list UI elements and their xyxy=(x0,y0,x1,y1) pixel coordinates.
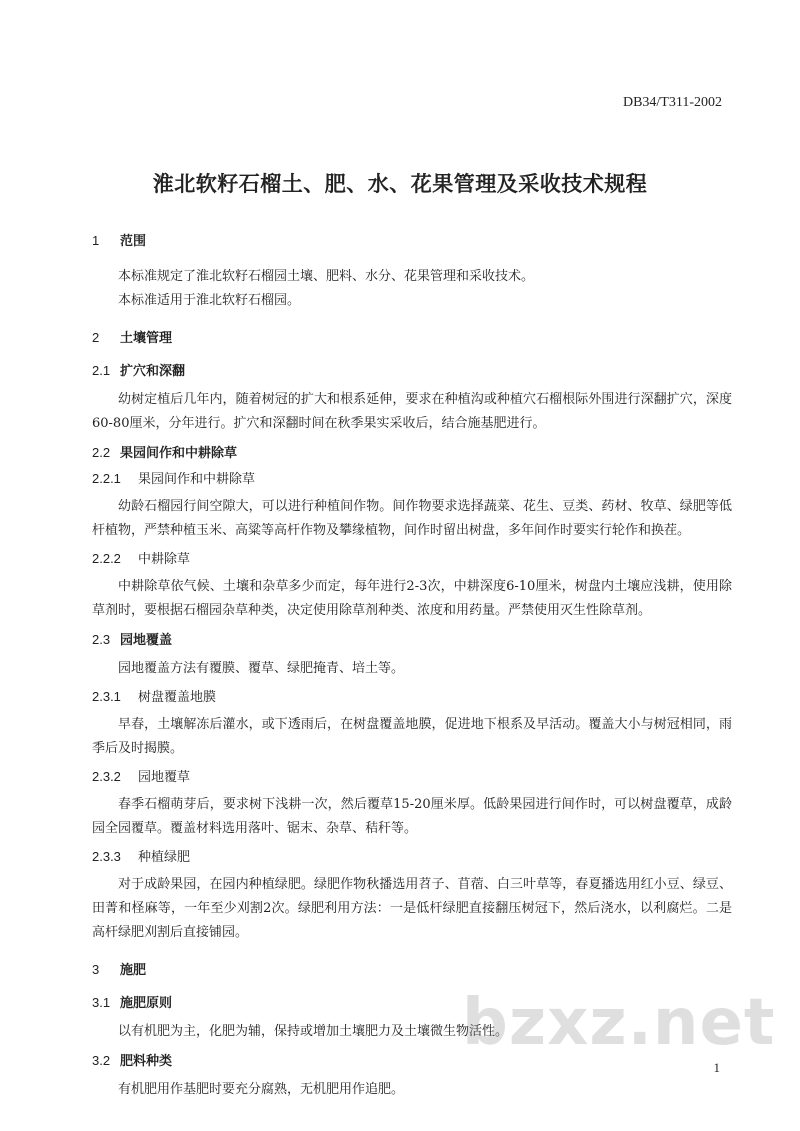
paragraph: 中耕除草依气候、土壤和杂草多少而定，每年进行2-3次，中耕深度6-10厘米，树盘内土壤应浅耕，使用除草剂时，要根据石榴园杂草种类，决定使用除草剂种类、浓度和用药量。严禁使用灭生性除草剂。 xyxy=(92,579,732,618)
clause-heading xyxy=(92,848,732,867)
paragraph: 以有机肥为主，化肥为辅，保持或增加土壤肥力及土壤微生物活性。 xyxy=(118,1024,509,1039)
clause-number: 2.2.1 xyxy=(92,471,121,486)
clause-number: 2.2.2 xyxy=(92,551,121,566)
paragraph: 幼龄石榴园行间空隙大，可以进行种植间作物。间作物要求选择蔬菜、花生、豆类、药材、牧草、绿肥等低杆植物，严禁种植玉米、高粱等高杆作物及攀缘植物，间作时留出树盘，多年间作时要实行轮作和换茬。 xyxy=(92,499,732,538)
document-title: 淮北软籽石榴土、肥、水、花果管理及采收技术规程 xyxy=(152,172,648,196)
clause-number: 2.3.3 xyxy=(92,849,121,864)
section-heading xyxy=(92,329,732,348)
paragraph: 园地覆盖方法有覆膜、覆草、绿肥掩青、培土等。 xyxy=(118,661,405,676)
paragraph: 春季石榴萌芽后，要求树下浅耕一次，然后覆草15-20厘米厚。低龄果园进行间作时，可以树盘覆草，成龄园全园覆草。覆盖材料选用落叶、锯末、杂草、秸秆等。 xyxy=(92,797,732,836)
page-number: 1 xyxy=(713,1060,720,1075)
subsection-number: 2.3 xyxy=(92,632,111,647)
section-heading xyxy=(92,232,732,251)
document-body xyxy=(92,232,732,1102)
standard-code: DB34/T311-2002 xyxy=(622,95,722,110)
site-watermark: bzxz.net xyxy=(462,986,776,1060)
subsection-number: 2.1 xyxy=(92,363,111,378)
clause-heading xyxy=(92,688,732,707)
subsection-heading xyxy=(92,994,732,1013)
subsection-title: 园地覆盖 xyxy=(120,633,173,648)
subsection-title: 果园间作和中耕除草 xyxy=(120,446,238,461)
subsection-number: 2.2 xyxy=(92,445,111,460)
clause-title: 中耕除草 xyxy=(138,552,191,567)
section-title: 土壤管理 xyxy=(120,331,173,346)
subsection-title: 肥料种类 xyxy=(120,1054,173,1069)
clause-title: 树盘覆盖地膜 xyxy=(138,690,217,705)
section-title: 范围 xyxy=(120,234,147,249)
clause-heading xyxy=(92,768,732,787)
clause-number: 2.3.2 xyxy=(92,769,121,784)
subsection-heading xyxy=(92,362,732,381)
subsection-title: 施肥原则 xyxy=(120,996,173,1011)
clause-title: 果园间作和中耕除草 xyxy=(138,472,256,487)
paragraph: 幼树定植后几年内，随着树冠的扩大和根系延伸，要求在种植沟或种植穴石榴根际外围进行深翻扩穴，深度60-80厘米，分年进行。扩穴和深翻时间在秋季果实采收后，结合施基肥进行。 xyxy=(92,392,732,431)
subsection-heading xyxy=(92,1052,732,1071)
subsection-number: 3.2 xyxy=(92,1053,111,1068)
paragraph: 本标准规定了淮北软籽石榴园土壤、肥料、水分、花果管理和采收技术。 xyxy=(118,269,535,284)
paragraph: 对于成龄果园，在园内种植绿肥。绿肥作物秋播选用苕子、苜蓿、白三叶草等，春夏播选用红小豆、绿豆、田菁和柽麻等，一年至少刈割2次。绿肥利用方法：一是低杆绿肥直接翻压树冠下，然后浇水，以利腐烂。二是高杆绿肥刈割后直接铺园。 xyxy=(92,877,732,940)
clause-title: 种植绿肥 xyxy=(138,850,191,865)
subsection-number: 3.1 xyxy=(92,995,111,1010)
subsection-heading xyxy=(92,444,732,463)
section-number: 3 xyxy=(92,962,100,977)
paragraph: 早春，土壤解冻后灌水，或下透雨后，在树盘覆盖地膜，促进地下根系及早活动。覆盖大小与树冠相同，雨季后及时揭膜。 xyxy=(92,717,732,756)
clause-title: 园地覆草 xyxy=(138,770,191,785)
section-number: 2 xyxy=(92,330,100,345)
subsection-title: 扩穴和深翻 xyxy=(120,364,186,379)
section-number: 1 xyxy=(92,233,100,248)
clause-heading xyxy=(92,550,732,569)
clause-heading xyxy=(92,470,732,489)
subsection-heading xyxy=(92,631,732,650)
section-heading xyxy=(92,961,732,980)
section-title: 施肥 xyxy=(120,963,147,978)
paragraph: 有机肥用作基肥时要充分腐熟，无机肥用作追肥。 xyxy=(118,1082,405,1097)
clause-number: 2.3.1 xyxy=(92,689,121,704)
paragraph: 本标准适用于淮北软籽石榴园。 xyxy=(118,293,301,308)
